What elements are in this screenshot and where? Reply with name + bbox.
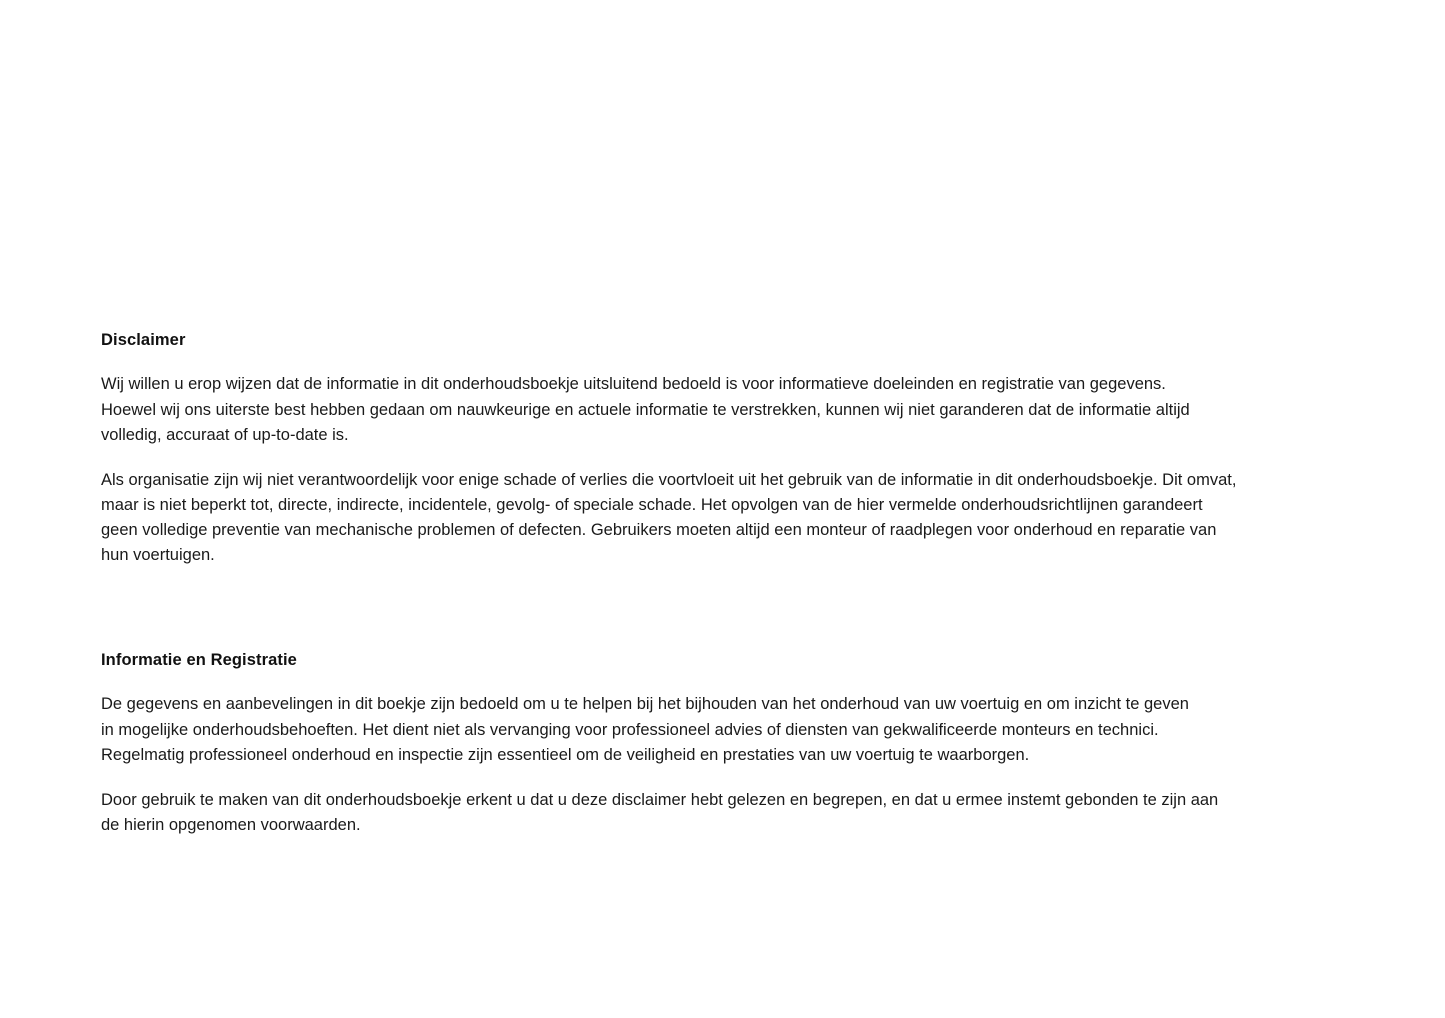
section-disclaimer [101, 330, 1241, 568]
section-informatie-en-registratie [101, 650, 1241, 838]
paragraph-disclaimer-1: Wij willen u erop wijzen dat de informatie in dit onderhoudsboekje uitsluitend bedoeld is voor informatieve doeleinden en registratie van gegevens. Hoewel wij ons uiterste best hebben gedaan om nauwkeurige en actuele informatie te verstrekken, kunnen wij niet garanderen dat de informatie altijd volledig, accuraat of up-to-date is. [101, 375, 1190, 444]
section-heading-disclaimer: Disclaimer [101, 331, 186, 349]
paragraph-informatie-1: De gegevens en aanbevelingen in dit boekje zijn bedoeld om u te helpen bij het bijhouden van het onderhoud van uw voertuig en om inzicht te geven in mogelijke onderhoudsbehoeften. Het dient niet als vervanging voor professioneel advies of diensten van gekwalificeerde monteurs en technici. Regelmatig professioneel onderhoud en inspectie zijn essentieel om de veiligheid en prestaties van uw voertuig te waarborgen. [101, 695, 1189, 764]
document-content [101, 330, 1241, 838]
section-heading-informatie-en-registratie: Informatie en Registratie [101, 650, 297, 669]
paragraph-disclaimer-2: Als organisatie zijn wij niet verantwoordelijk voor enige schade of verlies die voortvloeit uit het gebruik van de informatie in dit onderhoudsboekje. Dit omvat, maar is niet beperkt tot, directe, indirecte, incidentele, gevolg- of speciale schade. Het opvolgen van de hier vermelde onderhoudsrichtlijnen garandeert geen volledige preventie van mechanische problemen of defecten. Gebruikers moeten altijd een monteur of raadplegen voor onderhoud en reparatie van hun voertuigen. [101, 470, 1237, 564]
paragraph-informatie-2: Door gebruik te maken van dit onderhoudsboekje erkent u dat u deze disclaimer hebt gelezen en begrepen, en dat u ermee instemt gebonden te zijn aan de hierin opgenomen voorwaarden. [101, 790, 1219, 834]
